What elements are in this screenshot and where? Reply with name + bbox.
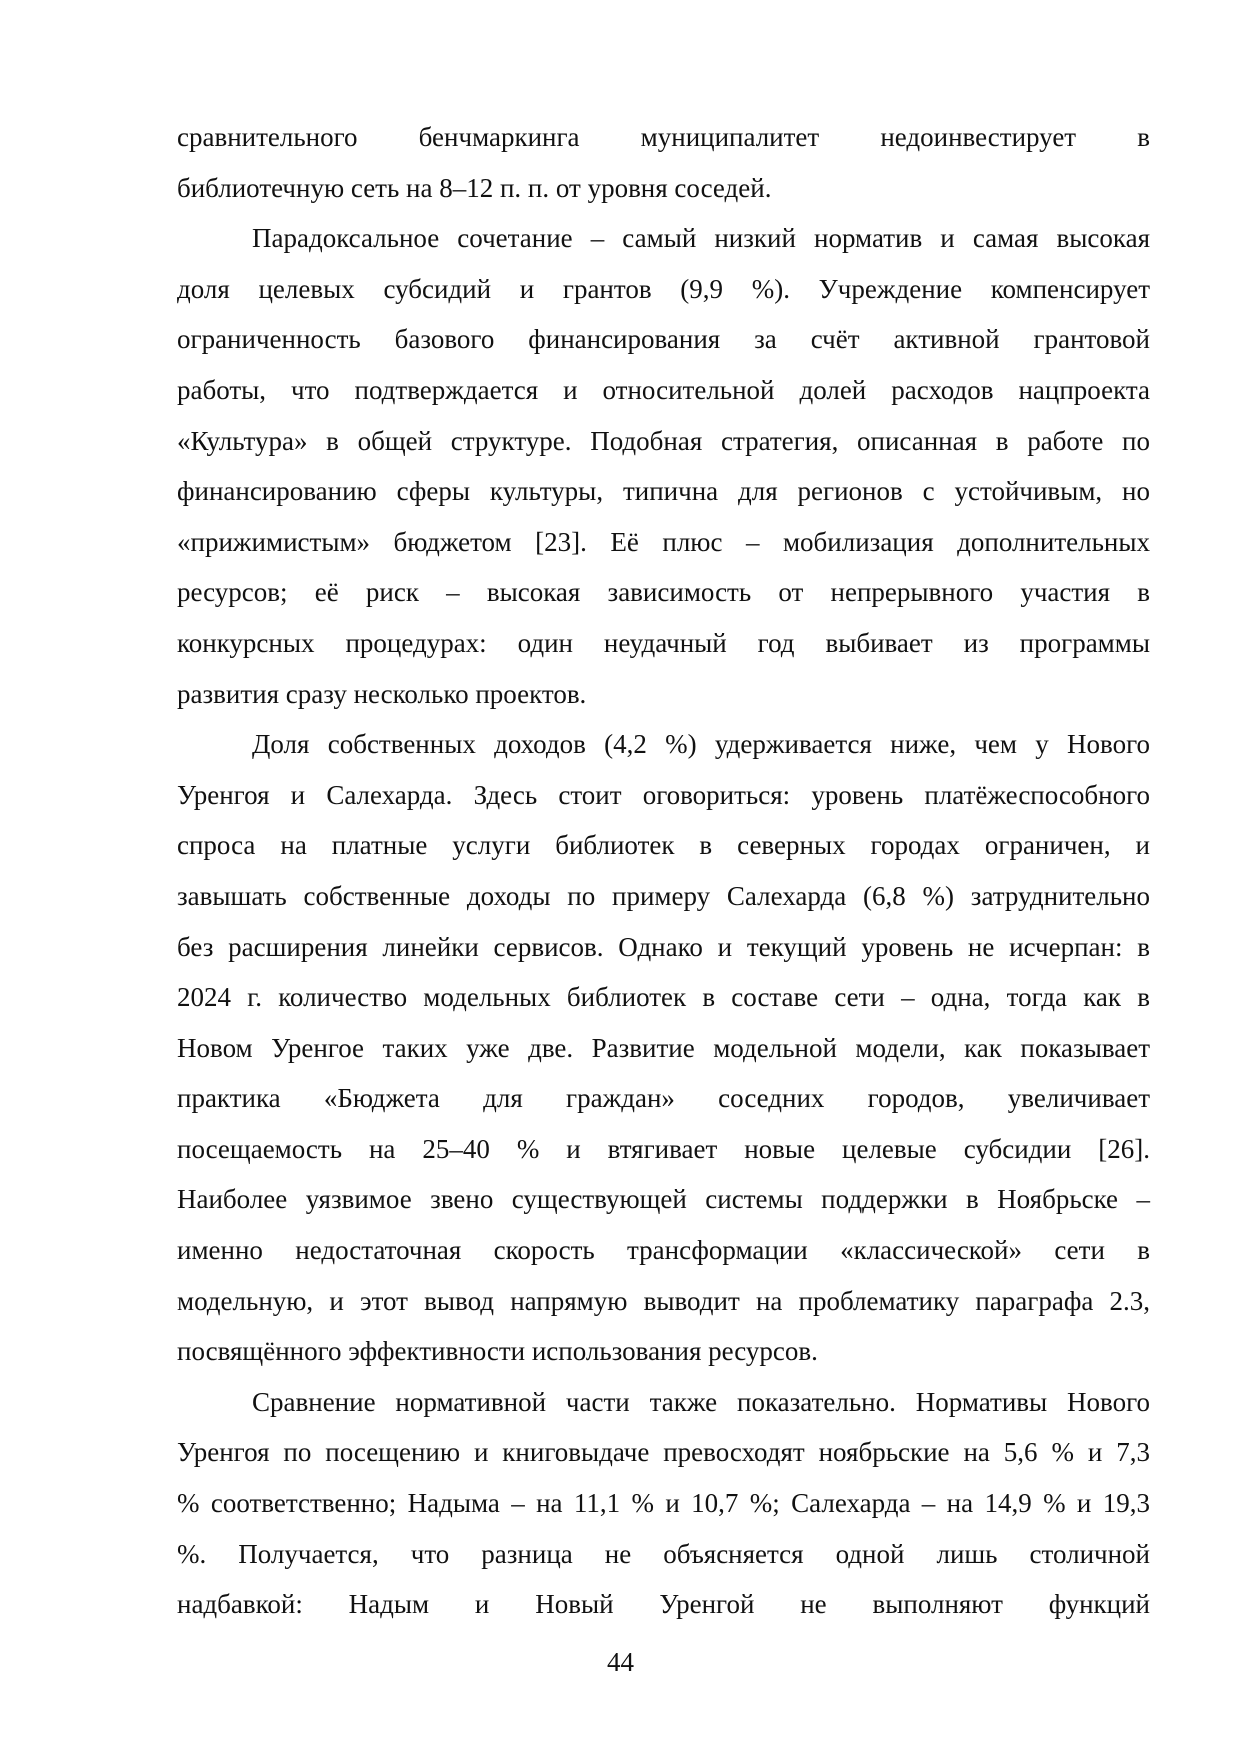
- text-line: именно недостаточная скорость трансформации «классической» сети в: [177, 1235, 1150, 1266]
- text-line: «прижимистым» бюджетом [23]. Её плюс – мобилизация дополнительных: [177, 526, 1150, 557]
- paragraph: [177, 1377, 1150, 1630]
- text-line: Парадоксальное сочетание – самый низкий норматив и самая высокая: [252, 223, 1150, 254]
- text-line: Сравнение нормативной части также показательно. Нормативы Нового: [252, 1386, 1150, 1417]
- text-line: Наиболее уязвимое звено существующей системы поддержки в Ноябрьске –: [177, 1184, 1150, 1215]
- text-line: спроса на платные услуги библиотек в северных городах ограничен, и: [177, 830, 1150, 861]
- page-number: 44: [607, 1647, 634, 1677]
- text-line: «Культура» в общей структуре. Подобная стратегия, описанная в работе по: [177, 425, 1150, 456]
- text-line: посещаемость на 25–40 % и втягивает новые целевые субсидии [26].: [177, 1133, 1150, 1164]
- text-line: без расширения линейки сервисов. Однако и текущий уровень не исчерпан: в: [177, 931, 1150, 962]
- text-line: библиотечную сеть на 8–12 п. п. от уровня соседей.: [177, 172, 772, 203]
- text-line: модельную, и этот вывод напрямую выводит на проблематику параграфа 2.3,: [177, 1285, 1150, 1316]
- body-text: [177, 112, 1150, 1630]
- text-line: Уренгоя по посещению и книговыдаче превосходят ноябрьские на 5,6 % и 7,3: [177, 1437, 1150, 1468]
- text-line: посвящённого эффективности использования ресурсов.: [177, 1336, 818, 1367]
- text-line: 2024 г. количество модельных библиотек в составе сети – одна, тогда как в: [177, 982, 1150, 1013]
- text-line: Уренгоя и Салехарда. Здесь стоит оговориться: уровень платёжеспособного: [177, 779, 1150, 810]
- text-line: надбавкой: Надым и Новый Уренгой не выполняют функций: [177, 1589, 1150, 1620]
- text-line: практика «Бюджета для граждан» соседних городов, увеличивает: [177, 1083, 1150, 1114]
- paragraph: [177, 112, 1150, 213]
- text-line: Новом Уренгое таких уже две. Развитие модельной модели, как показывает: [177, 1032, 1150, 1063]
- text-line: % соответственно; Надыма – на 11,1 % и 10,7 %; Салехарда – на 14,9 % и 19,3: [177, 1488, 1150, 1519]
- text-line: развития сразу несколько проектов.: [177, 678, 587, 709]
- text-line: ограниченность базового финансирования за счёт активной грантовой: [177, 324, 1150, 355]
- text-line: Доля собственных доходов (4,2 %) удерживается ниже, чем у Нового: [252, 729, 1150, 760]
- text-line: завышать собственные доходы по примеру Салехарда (6,8 %) затруднительно: [177, 880, 1150, 911]
- paragraph: [177, 213, 1150, 719]
- text-line: финансированию сферы культуры, типична для регионов с устойчивым, но: [177, 476, 1150, 507]
- text-line: доля целевых субсидий и грантов (9,9 %). Учреждение компенсирует: [177, 273, 1150, 304]
- text-line: %. Получается, что разница не объясняется одной лишь столичной: [177, 1538, 1150, 1569]
- paragraph: [177, 719, 1150, 1377]
- text-line: работы, что подтверждается и относительной долей расходов нацпроекта: [177, 374, 1150, 405]
- text-line: сравнительного бенчмаркинга муниципалитет недоинвестирует в: [177, 122, 1150, 152]
- text-line: конкурсных процедурах: один неудачный год выбивает из программы: [177, 627, 1150, 658]
- text-line: ресурсов; её риск – высокая зависимость от непрерывного участия в: [177, 577, 1150, 608]
